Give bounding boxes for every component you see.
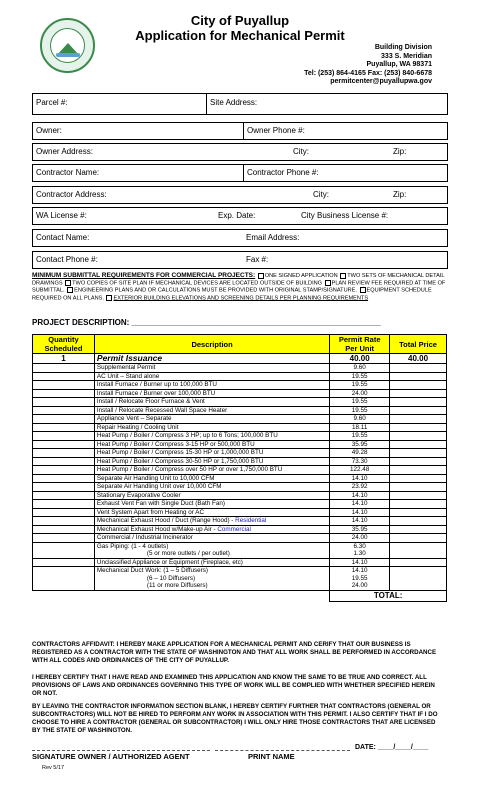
description-cell: Install / Relocate Recessed Wall Space Heater <box>94 406 329 415</box>
table-header-row <box>33 335 447 354</box>
city-label: City: <box>293 147 309 156</box>
contact-field[interactable] <box>32 229 448 247</box>
table-row <box>33 474 447 483</box>
email-label: Email Address: <box>246 233 300 242</box>
table-row <box>33 558 447 567</box>
date-field[interactable]: DATE: ____/____/____ <box>355 744 429 751</box>
parcel-label: Parcel #: <box>36 98 68 107</box>
total-cell[interactable] <box>390 398 447 407</box>
header-total: Total Price <box>390 335 447 354</box>
owner-address-field[interactable] <box>32 143 448 161</box>
description-cell: Commercial / Industrial Incinerator <box>94 534 329 543</box>
requirement-item: ONE SIGNED APPLICATION <box>264 273 338 279</box>
description-cell: Heat Pump / Boiler / Compress 30-50 HP or 1,750,000 BTU <box>94 457 329 466</box>
rate-cell: 19.55 <box>330 381 390 390</box>
contractor-blank-text: BY LEAVING THE CONTRACTOR INFORMATION SECTION BLANK, I HEREBY CERTIFY FURTHER THAT CONTRACTORS (GENERAL OR SUBCONTRACTORS) WILL NOT BE HIRED TO PERFORM ANY WORK IN ASSOCIATION WITH THIS PERMIT. I ALSO CERTIFY THAT IF I DO CHOOSE TO HIRE A CONTRACTOR (GENERAL OR SUBCONTRACTOR) I WILL ONLY HIRE THOSE CONTRACTORS THAT ARE LICENSED BY THE STATE OF WASHINGTON. <box>32 703 438 734</box>
rate-cell: 19.55 <box>330 406 390 415</box>
fax-label: Fax #: <box>246 255 269 264</box>
rate-cell: 19.55 <box>330 372 390 381</box>
total-cell[interactable] <box>390 542 447 558</box>
quantity-cell[interactable] <box>33 466 95 475</box>
table-row <box>33 372 447 381</box>
owner-label: Owner: <box>36 126 62 135</box>
fee-table <box>32 334 447 602</box>
rate-cell: 14.10 <box>330 491 390 500</box>
checkbox[interactable] <box>340 273 346 279</box>
rate-cell: 35.95 <box>330 440 390 449</box>
description-cell: Supplemental Permit <box>94 364 329 373</box>
description-cell: Heat Pump / Boiler / Compress 3-15 HP or 500,000 BTU <box>94 440 329 449</box>
total-cell[interactable] <box>390 500 447 509</box>
checkbox[interactable] <box>67 287 73 293</box>
print-name-label: PRINT NAME <box>248 752 295 761</box>
description-cell: Mechanical Exhaust Hood w/Make-up Air - Commercial <box>94 525 329 534</box>
table-row <box>33 508 447 517</box>
quantity-cell[interactable]: 1 <box>33 354 95 364</box>
table-row <box>33 398 447 407</box>
revision-label: Rev 5/17 <box>42 765 65 771</box>
address-line: permitcenter@puyallupwa.gov <box>330 78 432 85</box>
header-description: Description <box>94 335 329 354</box>
owner-field[interactable] <box>32 122 244 140</box>
rate-cell: 19.55 <box>330 398 390 407</box>
print-name-line[interactable] <box>215 750 350 751</box>
contractor-name-field[interactable] <box>32 164 244 182</box>
table-row <box>33 525 447 534</box>
zip-label: Zip: <box>393 190 407 199</box>
description-cell: Gas Piping: (1 - 4 outlets) (5 or more outlets / per outlet) <box>94 542 329 558</box>
rate-cell: 40.00 <box>330 354 390 364</box>
table-row <box>33 440 447 449</box>
rate-cell: 14.10 <box>330 517 390 526</box>
contact-phone-label: Contact Phone #: <box>36 255 98 264</box>
contractor-name-label: Contractor Name: <box>36 168 100 177</box>
checkbox[interactable] <box>360 287 366 293</box>
quantity-cell[interactable] <box>33 474 95 483</box>
total-cell[interactable] <box>390 381 447 390</box>
total-row <box>33 590 447 601</box>
rate-cell: 49.28 <box>330 449 390 458</box>
total-cell[interactable] <box>390 389 447 398</box>
contractor-phone-label: Contractor Phone #: <box>247 168 319 177</box>
table-row <box>33 517 447 526</box>
description-cell: Separate Air Handling Unit over 10,000 CFM <box>94 483 329 492</box>
parcel-field[interactable] <box>32 93 207 115</box>
description-cell: Unclassified Appliance or Equipment (Fireplace, etc) <box>94 558 329 567</box>
total-cell[interactable] <box>390 534 447 543</box>
total-cell[interactable] <box>390 508 447 517</box>
rate-cell: 6.30 1.30 <box>330 542 390 558</box>
contractor-phone-field[interactable] <box>243 164 448 182</box>
quantity-cell[interactable] <box>33 381 95 390</box>
description-cell: Heat Pump / Boiler / Compress 15-30 HP or 1,000,000 BTU <box>94 449 329 458</box>
rate-cell: 9.60 <box>330 364 390 373</box>
rate-cell: 24.00 <box>330 389 390 398</box>
rate-cell: 35.95 <box>330 525 390 534</box>
table-row <box>33 406 447 415</box>
contractors-affidavit: CONTRACTORS AFFIDAVIT: I HEREBY MAKE APPLICATION FOR A MECHANICAL PERMIT AND CERIFY THAT OUR BUSINESS IS REGISTERED AS A CONTRACTOR WITH THE STATE OF WASHINGTON AND THAT ALL WORK SHALL BE PERFORMED IN ACCORDANCE WITH ALL CODES AND ORDINANCES OF THE CITY OF PUYALLUP. <box>32 641 437 664</box>
row-qualifier: Residential <box>235 517 267 524</box>
city-label: City: <box>313 190 329 199</box>
rate-cell: 73.30 <box>330 457 390 466</box>
requirement-item: PLAN REVIEW FEE REQUIRED AT TIME OF SUBMITTAL. <box>32 280 446 294</box>
quantity-cell[interactable] <box>33 567 95 591</box>
header-quantity: Quantity Scheduled <box>33 335 95 354</box>
rate-cell: 23.92 <box>330 483 390 492</box>
quantity-cell[interactable] <box>33 372 95 381</box>
total-cell[interactable] <box>390 449 447 458</box>
table-row <box>33 491 447 500</box>
description-cell: Separate Air Handling Unit to 10,000 CFM <box>94 474 329 483</box>
header-rate: Permit Rate Per Unit <box>330 335 390 354</box>
quantity-cell[interactable] <box>33 517 95 526</box>
checkbox[interactable] <box>106 295 112 301</box>
total-cell[interactable] <box>390 372 447 381</box>
address-line: Tel: (253) 864-4165 Fax: (253) 840-6678 <box>304 69 432 77</box>
table-row <box>33 567 447 591</box>
total-cell[interactable] <box>390 466 447 475</box>
total-cell[interactable] <box>390 415 447 424</box>
address-line: 333 S. Meridian <box>381 52 432 60</box>
rate-cell: 14.10 <box>330 474 390 483</box>
rate-cell: 18.11 <box>330 423 390 432</box>
total-cell[interactable] <box>390 440 447 449</box>
form-title: Application for Mechanical Permit <box>135 28 345 43</box>
quantity-cell[interactable] <box>33 525 95 534</box>
total-cell[interactable] <box>390 423 447 432</box>
table-row <box>33 542 447 558</box>
contact-name-label: Contact Name: <box>36 233 90 242</box>
zip-label: Zip: <box>393 147 407 156</box>
contractor-address-field[interactable] <box>32 186 448 204</box>
requirement-item: TWO SETS OF MECHANICAL DETAIL DRAWINGS <box>32 273 445 287</box>
table-row <box>33 534 447 543</box>
table-row <box>33 364 447 373</box>
quantity-cell[interactable] <box>33 558 95 567</box>
quantity-cell[interactable] <box>33 508 95 517</box>
quantity-cell[interactable] <box>33 364 95 373</box>
total-cell[interactable] <box>390 483 447 492</box>
total-cell[interactable] <box>390 474 447 483</box>
license-field[interactable] <box>32 207 448 225</box>
total-cell[interactable] <box>390 558 447 567</box>
certification-text: I HEREBY CERTIFY THAT I HAVE READ AND EXAMINED THIS APPLICATION AND KNOW THE SAME TO BE TRUE AND CORRECT. ALL PROVISIONS OF LAWS AND ORDINANCES GOVERNING THIS TYPE OF WORK WILL BE COMPLIED WITH WHETHER SPECIFIED HEREIN OR NOT. <box>32 674 435 697</box>
contact-phone-field[interactable] <box>32 251 448 269</box>
row-qualifier: Commercial <box>217 525 251 533</box>
table-row <box>33 483 447 492</box>
address-block <box>304 44 432 87</box>
table-row <box>33 432 447 441</box>
exp-date-label: Exp. Date: <box>218 211 256 220</box>
table-row <box>33 500 447 509</box>
table-row <box>33 457 447 466</box>
checkbox[interactable] <box>325 280 331 286</box>
signature-line[interactable] <box>32 750 210 751</box>
rate-cell: 14.10 <box>330 500 390 509</box>
owner-phone-label: Owner Phone #: <box>247 126 305 135</box>
requirement-item: TWO COPIES OF SITE PLAN IF MECHANICAL DEVICES ARE LOCATED OUTSIDE OF BUILDING <box>72 280 323 287</box>
requirement-item: ENGINEERING PLANS AND OR CALCULATIONS MUST BE PROVIDED WITH ORIGINAL STAMP/SIGNATURE. <box>74 287 357 294</box>
quantity-cell[interactable] <box>33 542 95 558</box>
rate-cell: 122.48 <box>330 466 390 475</box>
project-description: PROJECT DESCRIPTION: ________________________________________________________ <box>32 318 381 327</box>
rate-cell: 9.60 <box>330 415 390 424</box>
description-cell: Exhaust Vent Fan with Single Duct (Bath Fan) <box>94 500 329 509</box>
total-label: TOTAL: <box>330 590 447 601</box>
rate-cell: 14.10 19.55 24.00 <box>330 567 390 591</box>
requirements-heading: MINIMUM SUBMITTAL REQUIREMENTS FOR COMMERCIAL PROJECTS: <box>32 272 256 279</box>
total-cell[interactable] <box>390 517 447 526</box>
description-cell: Install Furnace / Burner up to 100,000 BTU <box>94 381 329 390</box>
requirement-item: EXTERIOR BUILDING ELEVATIONS AND SCREENING DETAILS PER PLANNING REQUIREMENTS <box>113 295 369 302</box>
total-cell[interactable]: 40.00 <box>390 354 447 364</box>
requirement-item: EQUIPMENT SCHEDULE REQUIRED ON ALL PLANS. <box>32 287 432 302</box>
signature-label: SIGNATURE OWNER / AUTHORIZED AGENT <box>32 752 190 761</box>
quantity-cell[interactable] <box>33 483 95 492</box>
description-cell: Install / Relocate Floor Furnace & Vent <box>94 398 329 407</box>
quantity-cell[interactable] <box>33 389 95 398</box>
quantity-cell[interactable] <box>33 432 95 441</box>
table-row <box>33 466 447 475</box>
description-cell: Heat Pump / Boiler / Compress 3 HP; up to 6 Tons; 100,000 BTU <box>94 432 329 441</box>
total-cell[interactable] <box>390 457 447 466</box>
description-cell: Repair Heating / Cooling Unit <box>94 423 329 432</box>
description-cell: Vent System Apart from Heating or AC <box>94 508 329 517</box>
table-row <box>33 389 447 398</box>
description-cell: Permit Issuance <box>94 354 329 364</box>
description-cell: AC Unit – Stand alone <box>94 372 329 381</box>
city-title: City of Puyallup <box>190 13 290 28</box>
total-cell[interactable] <box>390 491 447 500</box>
table-row <box>33 423 447 432</box>
rate-cell: 14.10 <box>330 508 390 517</box>
quantity-cell[interactable] <box>33 406 95 415</box>
description-cell: Heat Pump / Boiler / Compress over 50 HP or over 1,750,000 BTU <box>94 466 329 475</box>
rate-cell: 14.10 <box>330 558 390 567</box>
table-row <box>33 354 447 364</box>
quantity-cell[interactable] <box>33 440 95 449</box>
quantity-cell[interactable] <box>33 534 95 543</box>
total-cell[interactable] <box>390 567 447 591</box>
contractor-address-label: Contractor Address: <box>36 190 107 199</box>
quantity-cell[interactable] <box>33 449 95 458</box>
owner-phone-field[interactable] <box>243 122 448 140</box>
description-cell: Install Furnace / Burner over 100,000 BTU <box>94 389 329 398</box>
city-license-label: City Business License #: <box>301 211 389 220</box>
description-cell: Mechanical Exhaust Hood / Duct (Range Hood) - Residential <box>94 517 329 526</box>
address-line: Building Division <box>374 44 432 51</box>
rate-cell: 19.55 <box>330 432 390 441</box>
quantity-cell[interactable] <box>33 500 95 509</box>
site-address-field[interactable] <box>206 93 448 115</box>
checkbox[interactable] <box>65 280 71 286</box>
address-line: Puyallup, WA 98371 <box>366 61 432 68</box>
description-cell: Mechanical Duct Work: (1 – 5 Diffusers) (6 – 10 Diffusers) (11 or more Diffusers) <box>94 567 329 591</box>
table-row <box>33 415 447 424</box>
owner-address-label: Owner Address: <box>36 147 93 156</box>
submittal-requirements <box>32 272 448 302</box>
total-cell[interactable] <box>390 406 447 415</box>
table-row <box>33 381 447 390</box>
total-cell[interactable] <box>390 525 447 534</box>
quantity-cell[interactable] <box>33 457 95 466</box>
site-address-label: Site Address: <box>210 98 258 107</box>
quantity-cell[interactable] <box>33 415 95 424</box>
rate-cell: 24.00 <box>330 534 390 543</box>
quantity-cell[interactable] <box>33 423 95 432</box>
total-cell[interactable] <box>390 432 447 441</box>
total-cell[interactable] <box>390 364 447 373</box>
table-row <box>33 449 447 458</box>
checkbox[interactable] <box>258 273 264 279</box>
quantity-cell[interactable] <box>33 491 95 500</box>
description-cell: Stationary Evaporative Cooler <box>94 491 329 500</box>
wa-license-label: WA License #: <box>36 211 87 220</box>
description-cell: Appliance Vent – Separate <box>94 415 329 424</box>
quantity-cell[interactable] <box>33 398 95 407</box>
